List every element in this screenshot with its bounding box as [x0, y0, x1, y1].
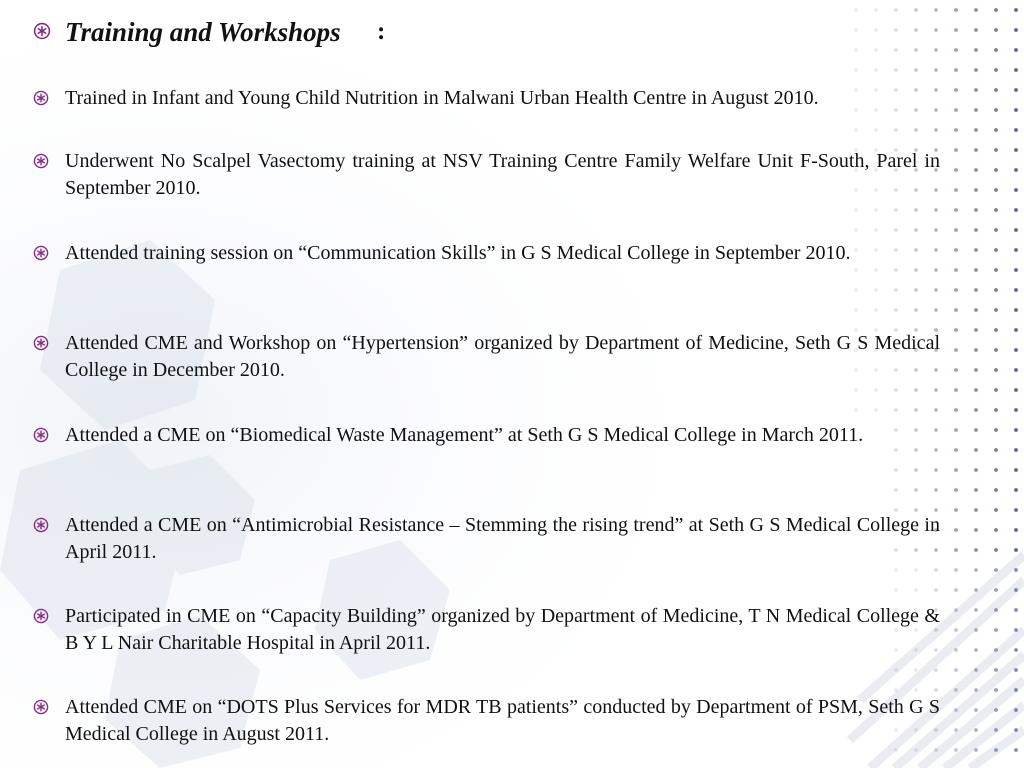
asterisk-circle-icon [33, 245, 49, 261]
list-item: Underwent No Scalpel Vasectomy training at NSV Training Centre Family Welfare Unit F-South, Parel in September 2010. [65, 150, 940, 199]
list-item: Participated in CME on “Capacity Building” organized by Department of Medicine, T N Medical College & B Y L Nair Charitable Hospital in April 2011. [65, 605, 940, 654]
asterisk-circle-icon [33, 608, 49, 624]
asterisk-circle-icon [33, 699, 49, 715]
list-item: Attended a CME on “Biomedical Waste Management” at Seth G S Medical College in March 2011. [65, 424, 864, 446]
asterisk-circle-icon [33, 517, 49, 533]
list-item: Attended a CME on “Antimicrobial Resistance – Stemming the rising trend” at Seth G S Medical College in April 2011. [65, 514, 940, 563]
list-item: Attended CME and Workshop on “Hypertension” organized by Department of Medicine, Seth G S Medical College in December 2010. [65, 332, 940, 381]
list-item: Attended CME on “DOTS Plus Services for MDR TB patients” conducted by Department of PSM, Seth G S Medical College in August 2011. [65, 696, 940, 745]
page-title: Training and Workshops [65, 17, 341, 47]
asterisk-circle-icon [33, 335, 49, 351]
title-colon: : [377, 18, 386, 45]
asterisk-circle-icon [33, 427, 49, 443]
asterisk-circle-icon [33, 90, 49, 106]
list-item: Attended training session on “Communication Skills” in G S Medical College in September 2010. [65, 242, 851, 264]
asterisk-circle-icon [33, 22, 51, 40]
list-item: Trained in Infant and Young Child Nutrition in Malwani Urban Health Centre in August 2010. [65, 87, 819, 109]
asterisk-circle-icon [33, 153, 49, 169]
